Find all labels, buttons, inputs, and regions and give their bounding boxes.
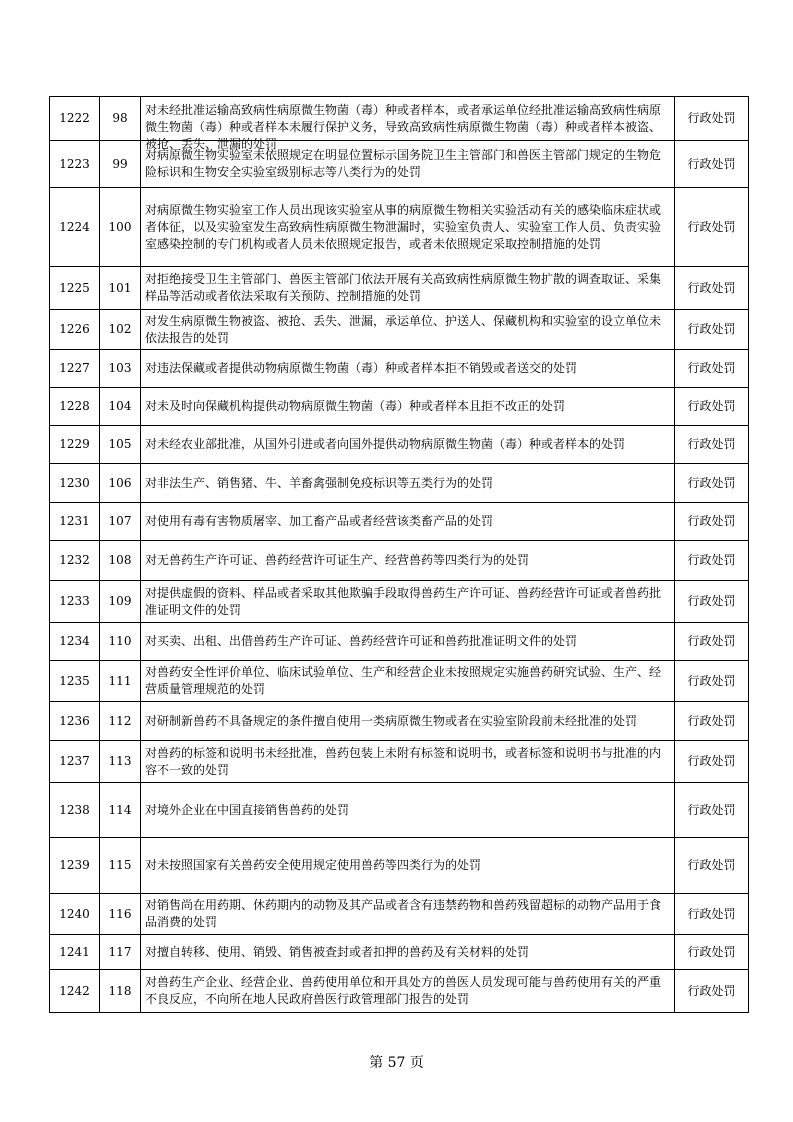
item-name-cell <box>141 426 675 464</box>
item-name-cell <box>141 894 675 935</box>
power-type-cell: 行政处罚 <box>675 935 749 970</box>
item-name-text: 对非法生产、销售猪、牛、羊畜禽强制免疫标识等五类行为的处罚 <box>145 475 494 490</box>
serial-number-cell: 1232 <box>50 541 100 581</box>
table-row <box>50 661 749 702</box>
serial-number-cell: 1239 <box>50 838 100 894</box>
item-name-text: 对未经批准运输高致病性病原微生物菌（毒）种或者样本，或者承运单位经批准运输高致病性病原微生物菌（毒）种或者样本未履行保护义务，导致高致病性病原微生物菌（毒）种或者样本被盗、被抢、丢失、泄漏的处罚 <box>145 102 662 151</box>
table-row <box>50 783 749 838</box>
serial-number-cell: 1235 <box>50 661 100 702</box>
serial-number-cell: 1227 <box>50 350 100 388</box>
item-name-text: 对兽药安全性评价单位、临床试验单位、生产和经营企业未按照规定实施兽药研究试验、生产、经营质量管理规范的处罚 <box>145 665 662 696</box>
power-type-cell: 行政处罚 <box>675 541 749 581</box>
item-name-text: 对买卖、出租、出借兽药生产许可证、兽药经营许可证和兽药批准证明文件的处罚 <box>145 634 578 648</box>
item-name-text: 对未及时向保藏机构提供动物病原微生物菌（毒）种或者样本且拒不改正的处罚 <box>145 399 566 413</box>
serial-number-cell: 1241 <box>50 935 100 970</box>
serial-number-cell: 1225 <box>50 267 100 310</box>
power-type-cell: 行政处罚 <box>675 350 749 388</box>
sub-number-cell: 105 <box>100 426 141 464</box>
serial-number-cell: 1222 <box>50 97 100 141</box>
power-type-cell: 行政处罚 <box>675 464 749 503</box>
serial-number-cell: 1240 <box>50 894 100 935</box>
item-name-text: 对销售尚在用药期、休药期内的动物及其产品或者含有违禁药物和兽药残留超标的动物产品用于食品消费的处罚 <box>145 898 662 929</box>
table-row <box>50 970 749 1013</box>
table-row <box>50 702 749 741</box>
serial-number-cell: 1223 <box>50 141 100 188</box>
item-name-cell <box>141 503 675 541</box>
sub-number-cell: 107 <box>100 503 141 541</box>
serial-number-cell: 1229 <box>50 426 100 464</box>
serial-number-cell: 1234 <box>50 623 100 661</box>
item-name-text: 对兽药生产企业、经营企业、兽药使用单位和开具处方的兽医人员发现可能与兽药使用有关的严重不良反应，不向所在地人民政府兽医行政管理部门报告的处罚 <box>145 975 662 1006</box>
item-name-text: 对病原微生物实验室未依照规定在明显位置标示国务院卫生主管部门和兽医主管部门规定的生物危险标识和生物安全实验室级别标志等八类行为的处罚 <box>145 148 662 179</box>
item-name-text: 对未经农业部批准，从国外引进或者向国外提供动物病原微生物菌（毒）种或者样本的处罚 <box>145 437 626 451</box>
sub-number-cell: 117 <box>100 935 141 970</box>
item-name-cell <box>141 581 675 623</box>
sub-number-cell: 98 <box>100 97 141 141</box>
item-name-cell <box>141 464 675 503</box>
sub-number-cell: 101 <box>100 267 141 310</box>
item-name-cell <box>141 97 675 151</box>
table-row <box>50 388 749 426</box>
power-type-cell: 行政处罚 <box>675 503 749 541</box>
sub-number-cell: 102 <box>100 310 141 350</box>
table-row <box>50 141 749 188</box>
table-row <box>50 188 749 267</box>
item-name-cell <box>141 141 675 188</box>
sub-number-cell: 111 <box>100 661 141 702</box>
power-type-cell: 行政处罚 <box>675 702 749 741</box>
power-type-cell: 行政处罚 <box>675 894 749 935</box>
item-name-cell <box>141 741 675 783</box>
table-row <box>50 838 749 894</box>
sub-number-cell: 114 <box>100 783 141 838</box>
item-name-cell <box>141 702 675 741</box>
item-name-text: 对擅自转移、使用、销毁、销售被查封或者扣押的兽药及有关材料的处罚 <box>145 944 530 959</box>
table-row <box>50 310 749 350</box>
item-name-cell <box>141 267 675 310</box>
table-row <box>50 541 749 581</box>
power-type-cell: 行政处罚 <box>675 97 749 141</box>
sub-number-cell: 116 <box>100 894 141 935</box>
table-row <box>50 894 749 935</box>
sub-number-cell: 99 <box>100 141 141 188</box>
sub-number-cell: 110 <box>100 623 141 661</box>
power-type-cell: 行政处罚 <box>675 426 749 464</box>
sub-number-cell: 100 <box>100 188 141 267</box>
item-name-cell <box>141 935 675 970</box>
item-name-cell <box>141 541 675 581</box>
item-name-text: 对无兽药生产许可证、兽药经营许可证生产、经营兽药等四类行为的处罚 <box>145 553 530 567</box>
table-body <box>50 97 749 1013</box>
table-row <box>50 581 749 623</box>
power-type-cell: 行政处罚 <box>675 188 749 267</box>
power-type-cell: 行政处罚 <box>675 141 749 188</box>
item-name-cell <box>141 188 675 267</box>
sub-number-cell: 113 <box>100 741 141 783</box>
table-row <box>50 503 749 541</box>
table-row <box>50 464 749 503</box>
table-row <box>50 935 749 970</box>
item-name-text: 对兽药的标签和说明书未经批准，兽药包装上未附有标签和说明书，或者标签和说明书与批准的内容不一致的处罚 <box>145 745 662 777</box>
item-name-text: 对未按照国家有关兽药安全使用规定使用兽药等四类行为的处罚 <box>145 858 482 872</box>
sub-number-cell: 104 <box>100 388 141 426</box>
serial-number-cell: 1242 <box>50 970 100 1013</box>
page-number: 第 57 页 <box>369 1055 424 1071</box>
power-type-cell: 行政处罚 <box>675 741 749 783</box>
item-name-cell <box>141 970 675 1013</box>
item-name-text: 对使用有毒有害物质屠宰、加工畜产品或者经营该类畜产品的处罚 <box>145 514 494 528</box>
table-row <box>50 426 749 464</box>
sub-number-cell: 108 <box>100 541 141 581</box>
item-table <box>49 96 749 1013</box>
sub-number-cell: 115 <box>100 838 141 894</box>
serial-number-cell: 1238 <box>50 783 100 838</box>
item-name-text: 对发生病原微生物被盗、被抢、丢失、泄漏，承运单位、护送人、保藏机构和实验室的设立单位未依法报告的处罚 <box>145 313 662 345</box>
item-name-cell <box>141 838 675 894</box>
sub-number-cell: 112 <box>100 702 141 741</box>
sub-number-cell: 118 <box>100 970 141 1013</box>
table-row <box>50 97 749 141</box>
serial-number-cell: 1231 <box>50 503 100 541</box>
power-type-cell: 行政处罚 <box>675 581 749 623</box>
item-name-cell <box>141 310 675 350</box>
power-type-cell: 行政处罚 <box>675 388 749 426</box>
item-name-text: 对提供虚假的资料、样品或者采取其他欺骗手段取得兽药生产许可证、兽药经营许可证或者兽药批准证明文件的处罚 <box>145 585 662 617</box>
serial-number-cell: 1236 <box>50 702 100 741</box>
item-name-cell <box>141 350 675 388</box>
power-type-cell: 行政处罚 <box>675 783 749 838</box>
table-row <box>50 267 749 310</box>
power-type-cell: 行政处罚 <box>675 661 749 702</box>
item-name-text: 对研制新兽药不具备规定的条件擅自使用一类病原微生物或者在实验室阶段前未经批准的处罚 <box>145 713 638 728</box>
item-name-text: 对拒绝接受卫生主管部门、兽医主管部门依法开展有关高致病性病原微生物扩散的调查取证、采集样品等活动或者依法采取有关预防、控制措施的处罚 <box>145 272 662 303</box>
table-row <box>50 741 749 783</box>
serial-number-cell: 1233 <box>50 581 100 623</box>
serial-number-cell: 1226 <box>50 310 100 350</box>
serial-number-cell: 1224 <box>50 188 100 267</box>
power-type-cell: 行政处罚 <box>675 838 749 894</box>
item-name-text: 对违法保藏或者提供动物病原微生物菌（毒）种或者样本拒不销毁或者送交的处罚 <box>145 361 578 375</box>
power-type-cell: 行政处罚 <box>675 970 749 1013</box>
item-name-cell <box>141 388 675 426</box>
item-name-cell <box>141 783 675 838</box>
item-name-cell <box>141 623 675 661</box>
item-name-cell <box>141 661 675 702</box>
table-row <box>50 623 749 661</box>
sub-number-cell: 106 <box>100 464 141 503</box>
sub-number-cell: 103 <box>100 350 141 388</box>
item-name-text: 对境外企业在中国直接销售兽药的处罚 <box>145 802 350 817</box>
power-type-cell: 行政处罚 <box>675 310 749 350</box>
table-row <box>50 350 749 388</box>
power-type-cell: 行政处罚 <box>675 267 749 310</box>
serial-number-cell: 1228 <box>50 388 100 426</box>
power-type-cell: 行政处罚 <box>675 623 749 661</box>
serial-number-cell: 1230 <box>50 464 100 503</box>
serial-number-cell: 1237 <box>50 741 100 783</box>
item-name-text: 对病原微生物实验室工作人员出现该实验室从事的病原微生物相关实验活动有关的感染临床症状或者体征，以及实验室发生高致病性病原微生物泄漏时，实验室负责人、实验室工作人员、负责实验室感染控制的专门机构或者人员未依照规定报告，或者未依照规定采取控制措施的处罚 <box>145 202 662 251</box>
sub-number-cell: 109 <box>100 581 141 623</box>
